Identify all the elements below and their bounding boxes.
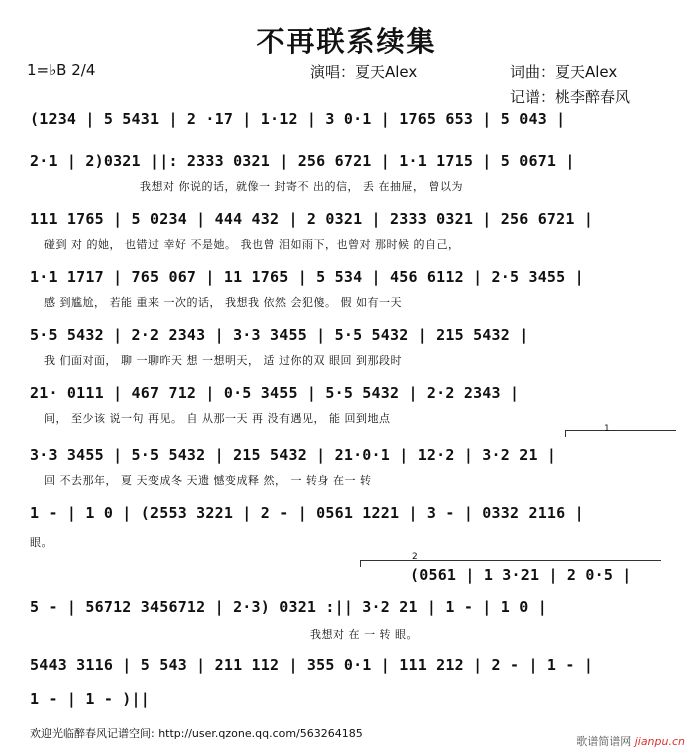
watermark-brand: jianpu.cn [634,735,685,748]
score-line: 2·1 | 2)0321 ||: 2333 0321 | 256 6721 | 1·1 1715 | 5 0671 | [30,152,575,170]
footer-text: 欢迎光临醉春风记谱空间: http://user.qzone.qq.com/563264185 [30,727,363,740]
lyric-line: 我 们面对面， 聊 一聊昨天 想 一想明天， 适 过你的双 眼回 到那段时 [44,354,402,367]
page-title: 不再联系续集 [256,25,437,58]
score-line: (0561 | 1 3·21 | 2 0·5 | [410,566,632,584]
score-line: 111 1765 | 5 0234 | 444 432 | 2 0321 | 2333 0321 | 256 6721 | [30,210,594,228]
score-line: 5 - | 56712 3456712 | 2·3) 0321 :|| 3·2 21 | 1 - | 1 0 | [30,598,547,616]
watermark-site: 歌谱简谱网 [576,735,632,748]
lyric-line: 眼。 [30,536,53,549]
watermark [576,733,685,749]
volta-label-1: 1 [604,424,610,434]
score-line: 1 - | 1 0 | (2553 3221 | 2 - | 0561 1221 | 3 - | 0332 2116 | [30,504,584,522]
score-line: 1·1 1717 | 765 067 | 11 1765 | 5 534 | 456 6112 | 2·5 3455 | [30,268,584,286]
score-line: 3·3 3455 | 5·5 5432 | 215 5432 | 21·0·1 | 12·2 | 3·2 21 | [30,446,557,464]
volta-label-2: 2 [412,552,418,562]
lyric-line: 间， 至少该 说一句 再见。 自 从那一天 再 没有遇见， 能 回到地点 [44,412,391,425]
score-line: 1 - | 1 - )|| [30,690,150,708]
transcriber-credit: 记谱：桃李醉春风 [510,88,631,106]
score-line: 5·5 5432 | 2·2 2343 | 3·3 3455 | 5·5 5432 | 215 5432 | [30,326,529,344]
lyric-line: 回 不去那年， 夏 天变成冬 天遗 憾变成释 然， 一 转身 在一 转 [44,474,372,487]
lyric-line: 感 到尴尬， 若能 重来 一次的话， 我想我 依然 会犯傻。 假 如有一天 [44,296,402,309]
lyric-line: 碰到 对 的她， 也错过 幸好 不是她。 我也曾 泪如雨下，也曾对 那时候 的自己， [44,238,460,251]
score-line: 21· 0111 | 467 712 | 0·5 3455 | 5·5 5432 | 2·2 2343 | [30,384,520,402]
lyric-line: 我想对 在 一 转 眼。 [310,628,418,641]
lyric-line: 我想对 你说的话，就像一 封寄不 出的信， 丢 在抽屉， 曾以为 [140,180,463,193]
score-line: (1234 | 5 5431 | 2 ·17 | 1·12 | 3 0·1 | 1765 653 | 5 043 | [30,110,566,128]
singer-credit: 演唱：夏天Alex [310,63,418,81]
composer-credit: 词曲：夏天Alex [510,63,618,81]
score-line: 5443 3116 | 5 543 | 211 112 | 355 0·1 | 111 212 | 2 - | 1 - | [30,656,594,674]
volta-bracket-1 [565,430,676,437]
key-signature: 1=♭B 2/4 [27,61,96,79]
